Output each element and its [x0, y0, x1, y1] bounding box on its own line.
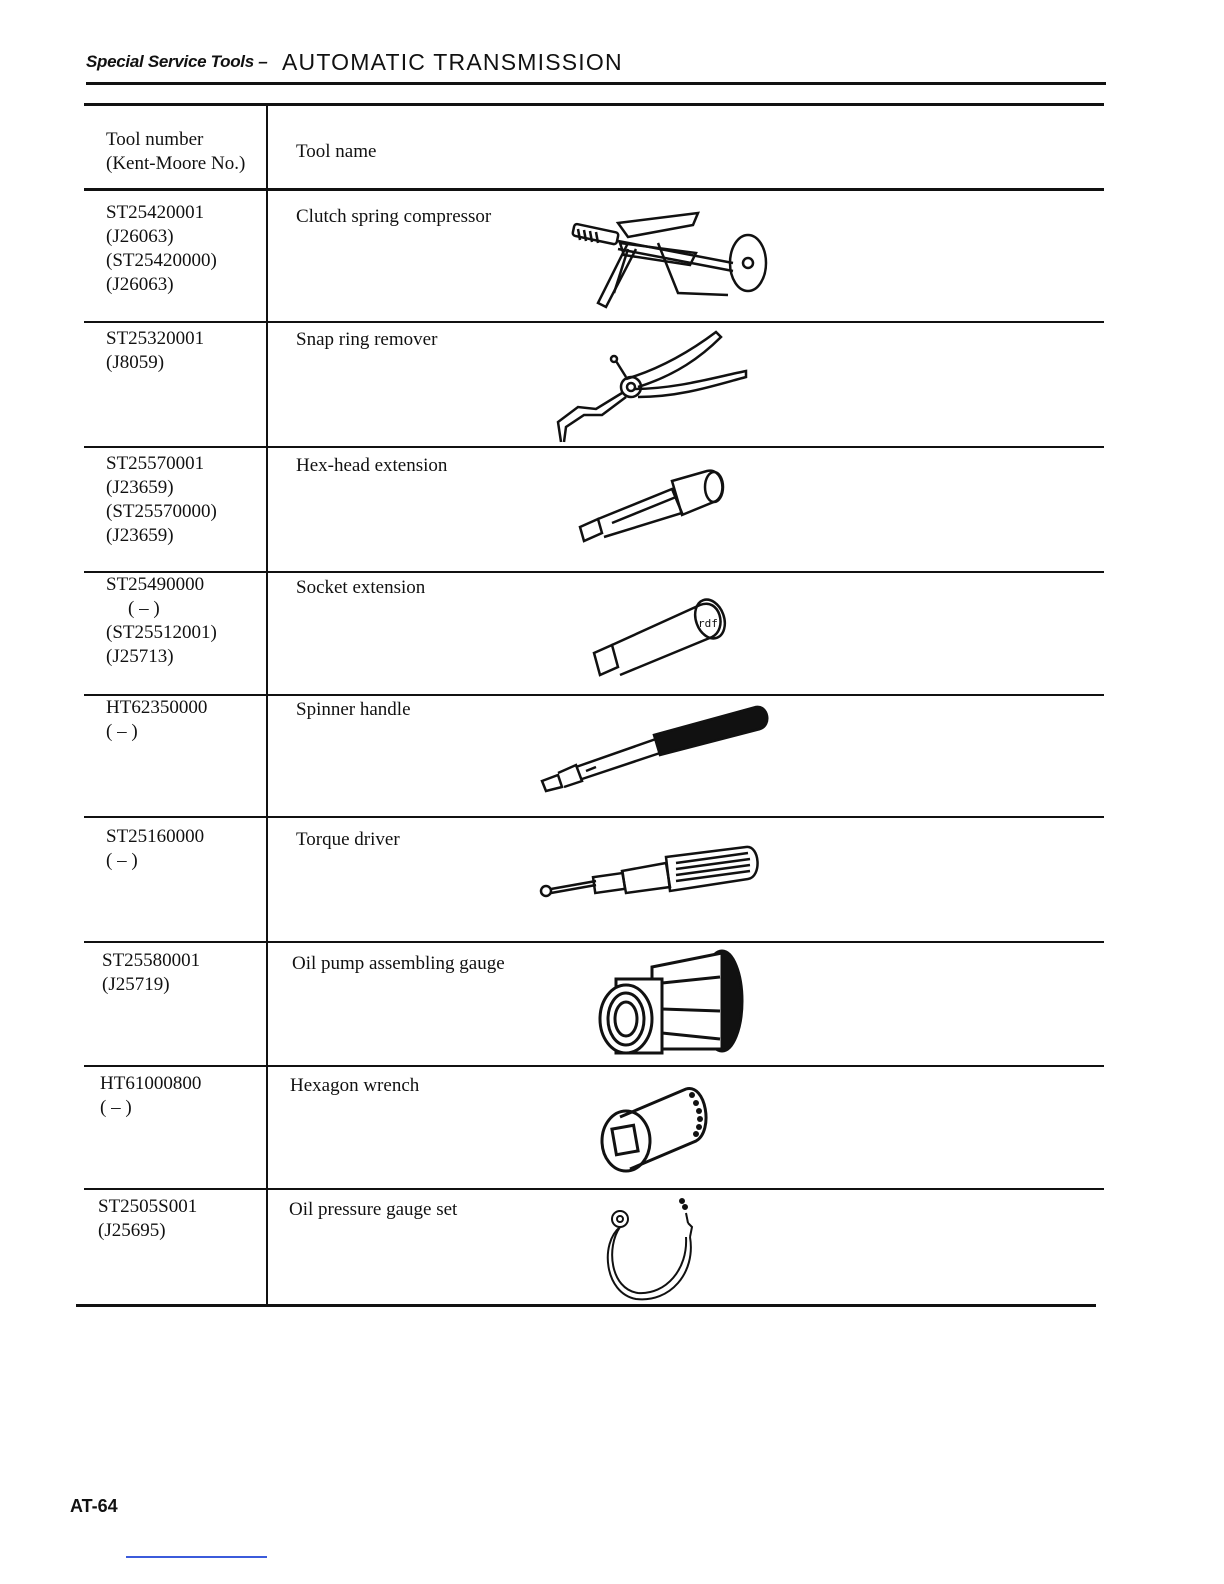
- column-divider: [266, 103, 268, 1306]
- tool-number: HT61000800: [100, 1073, 202, 1094]
- tool-number: (J26063): [106, 226, 174, 247]
- tool-number-cell: [102, 949, 260, 997]
- bottom-edge-mark: [126, 1556, 267, 1558]
- oil-pressure-gauge-illustration: [600, 1193, 704, 1305]
- tool-name: Hex-head extension: [296, 455, 448, 476]
- torque-driver-illustration: [536, 841, 766, 905]
- tools-table: [76, 103, 1104, 1315]
- table-bottom-rule: [76, 1304, 1096, 1307]
- row-divider: [84, 321, 1104, 323]
- tool-number: (J26063): [106, 274, 174, 295]
- row-divider: [84, 446, 1104, 448]
- tool-number-cell: [106, 573, 264, 669]
- page-number: AT-64: [70, 1496, 118, 1516]
- tool-number: (ST25420000): [106, 250, 217, 271]
- tool-number: (ST25570000): [106, 501, 217, 522]
- tool-name: Snap ring remover: [296, 329, 438, 350]
- row-divider: [84, 1188, 1104, 1190]
- tool-number-cell: [106, 452, 264, 548]
- tool-number: (J25719): [102, 974, 170, 995]
- tool-name: Clutch spring compressor: [296, 206, 492, 227]
- row-divider: [84, 1065, 1104, 1067]
- table-top-rule: [84, 103, 1104, 106]
- tool-number: (J23659): [106, 525, 174, 546]
- tool-name: Socket extension: [296, 577, 426, 598]
- hex-head-extension-illustration: [572, 467, 736, 551]
- tool-number-cell: [106, 696, 264, 744]
- header-tool-name: Tool name: [296, 141, 377, 162]
- tool-number: ST25490000: [106, 574, 205, 595]
- spinner-handle-illustration: [536, 701, 776, 797]
- tool-number-cell: [98, 1195, 256, 1243]
- tool-number: ST25160000: [106, 826, 205, 847]
- tool-number: ( – ): [106, 850, 138, 871]
- page-header: [86, 46, 1106, 84]
- row-divider: [84, 941, 1104, 943]
- socket-extension-illustration: [590, 587, 740, 683]
- tool-number: ST2505S001: [98, 1196, 198, 1217]
- tool-number: (J23659): [106, 477, 174, 498]
- tool-number: ST25420001: [106, 202, 205, 223]
- tool-number: HT62350000: [106, 697, 208, 718]
- tool-number: ST25570001: [106, 453, 205, 474]
- tool-number: (J25695): [98, 1220, 166, 1241]
- oil-pump-gauge-illustration: [592, 949, 744, 1057]
- table-header-rule: [84, 188, 1104, 191]
- hexagon-wrench-illustration: [596, 1081, 712, 1175]
- header-rule: [86, 82, 1106, 85]
- tool-name: Hexagon wrench: [290, 1075, 420, 1096]
- tool-name: Oil pressure gauge set: [289, 1199, 458, 1220]
- snap-ring-remover-illustration: [556, 327, 756, 445]
- header-prefix: Special Service Tools –: [86, 52, 268, 71]
- tool-number: ( – ): [100, 1097, 132, 1118]
- tool-number: ( – ): [128, 598, 160, 619]
- header-tool-number: [106, 128, 264, 176]
- tool-number: (ST25512001): [106, 622, 217, 643]
- tool-name: Oil pump assembling gauge: [292, 953, 505, 974]
- tool-number-cell: [106, 825, 264, 873]
- tool-number-cell: [106, 327, 264, 375]
- tool-number-cell: [100, 1072, 258, 1120]
- tool-number: ST25580001: [102, 950, 201, 971]
- header-tool-number-line2: (Kent-Moore No.): [106, 153, 246, 174]
- svg-text:rdf: rdf: [698, 617, 718, 630]
- tool-name: Spinner handle: [296, 699, 411, 720]
- tool-number: (J25713): [106, 646, 174, 667]
- clutch-spring-compressor-illustration: [558, 203, 778, 313]
- row-divider: [84, 816, 1104, 818]
- tool-number-cell: [106, 201, 264, 297]
- header-title: AUTOMATIC TRANSMISSION: [282, 49, 623, 75]
- header-tool-number-line1: Tool number: [106, 129, 204, 150]
- tool-name: Torque driver: [296, 829, 400, 850]
- tool-number: (J8059): [106, 352, 165, 373]
- tool-number: ( – ): [106, 721, 138, 742]
- tool-number: ST25320001: [106, 328, 205, 349]
